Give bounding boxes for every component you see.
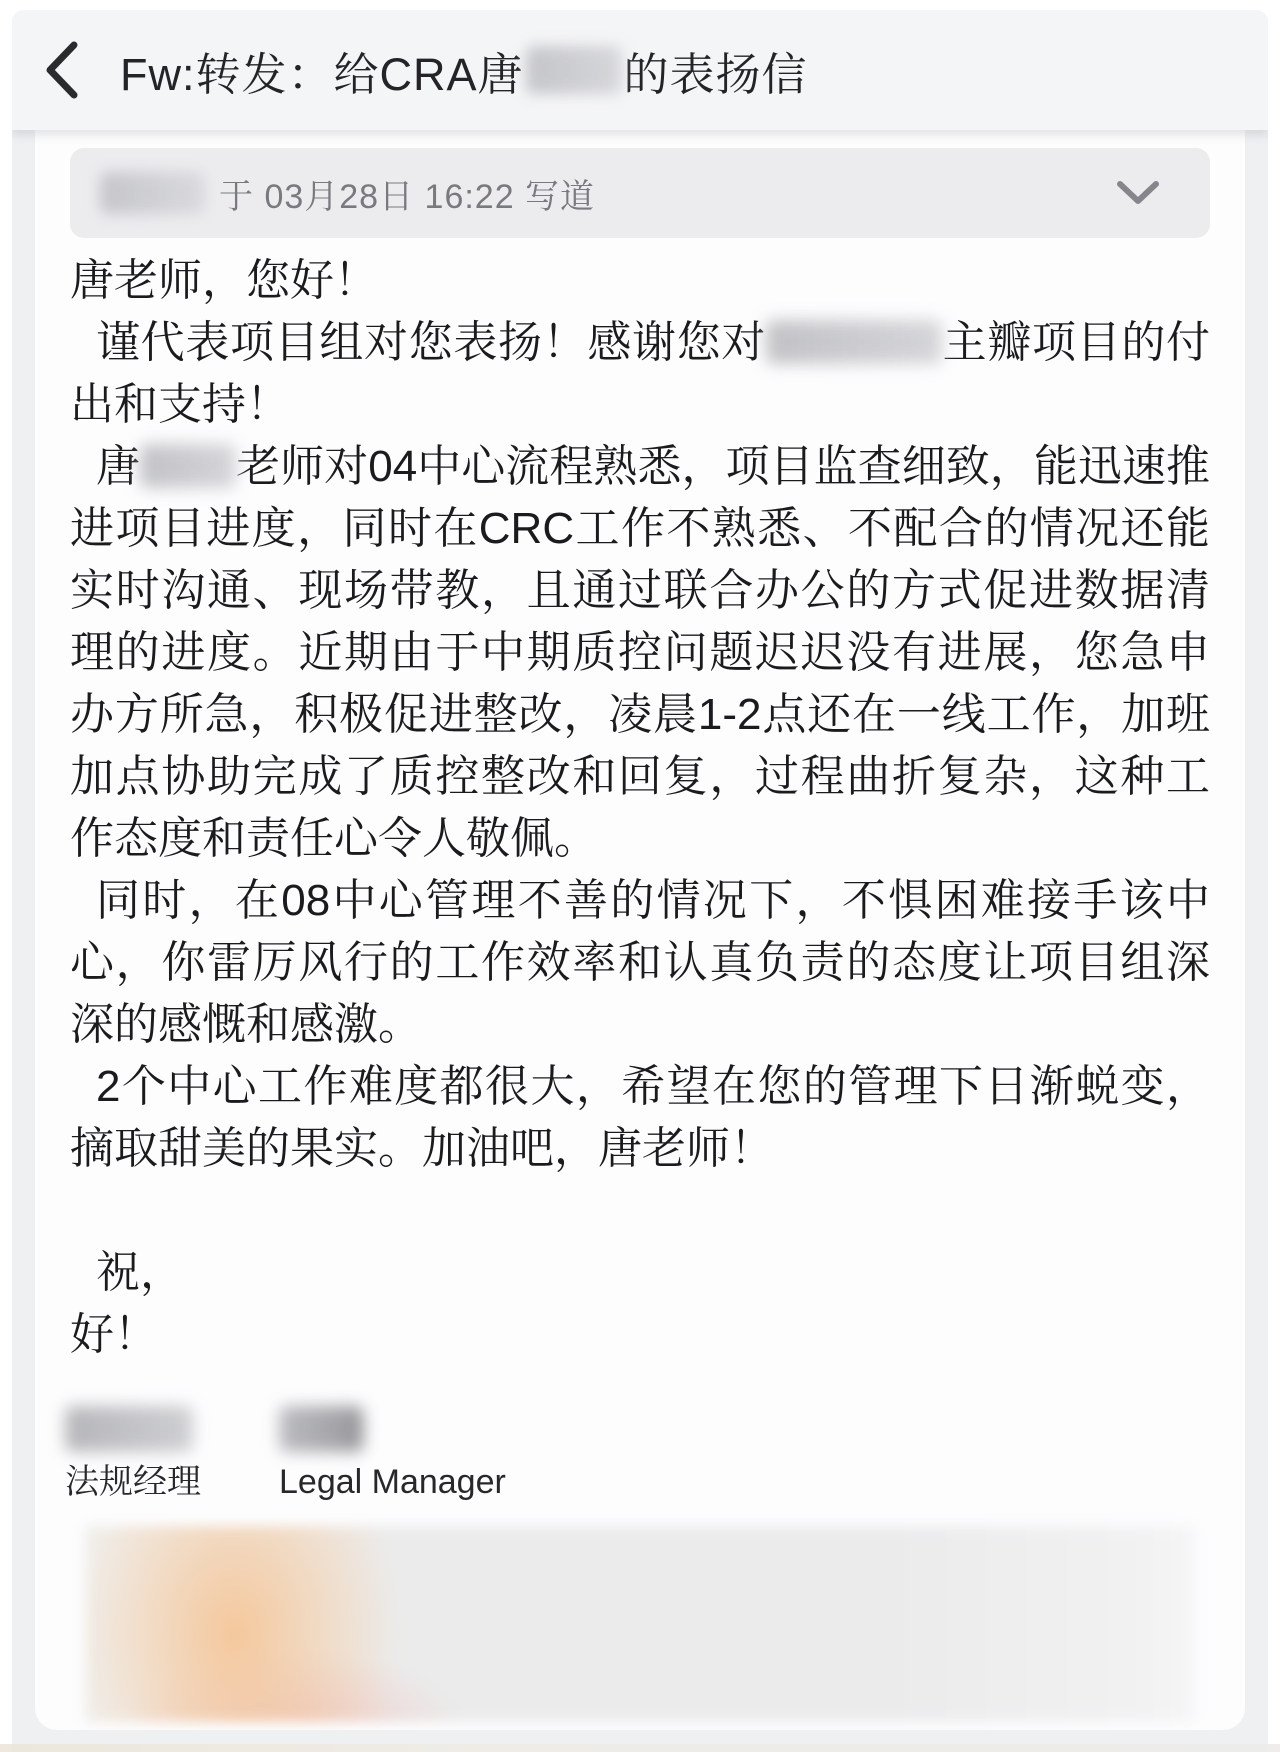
signature-cn-column: [65, 1406, 201, 1504]
redacted-project-blur: [766, 320, 942, 364]
redacted-signer-name-en-blur: [279, 1406, 363, 1452]
blank-line: [70, 1180, 1210, 1242]
redacted-signer-name-cn-blur: [65, 1406, 193, 1452]
email-subject-title: [120, 38, 808, 103]
p2-text-a: 谨代表项目组对您表扬！感谢您对: [96, 318, 766, 367]
redacted-name-blur: [526, 46, 622, 94]
quoted-sender-bar[interactable]: [70, 148, 1210, 238]
p3-text-a: 唐: [96, 442, 141, 491]
mail-header-bar: [12, 10, 1268, 130]
screenshot-bottom-edge: [0, 1744, 1280, 1752]
sent-datetime-text: 于 03月28日 16:22 写道: [219, 177, 596, 216]
letter-paragraph-2: [70, 312, 1210, 436]
signature-banner-image-blurred: [85, 1526, 1195, 1722]
redacted-name-blur: [140, 444, 236, 488]
redacted-sender-blur: [100, 172, 205, 214]
letter-paragraph-4: 同时，在08中心管理不善的情况下，不惧困难接手该中心，你雷厉风行的工作效率和认真负责的态度让项目组深深的感慨和感激。: [70, 876, 1210, 1049]
letter-body: [35, 238, 1245, 1366]
chevron-left-icon: [42, 39, 80, 101]
letter-closing-wish: 祝，: [96, 1248, 184, 1297]
letter-greeting: 唐老师，您好！: [70, 256, 378, 305]
letter-closing-good: 好！: [70, 1310, 158, 1359]
signature-block: [65, 1406, 1245, 1504]
p2-text-b: 主瓣项目的付出和支持！: [70, 318, 1210, 429]
subject-prefix: Fw:转发：给CRA唐: [120, 48, 524, 100]
mail-app-frame: [12, 10, 1268, 1752]
p3-text-b: 老师对04中心流程熟悉，项目监查细致，能迅速推进项目进度，同时在CRC工作不熟悉、不配合的情况还能实时沟通、现场带教，且通过联合办公的方式促进数据清理的进度。近期由于中期质控问题迟迟没有进展，您急申办方所急，积极促进整改，凌晨1-2点还在一线工作，加班加点协助完成了质控整改和回复，过程曲折复杂，这种工作态度和责任心令人敬佩。: [70, 442, 1210, 863]
chevron-down-icon[interactable]: [1116, 180, 1160, 206]
signer-title-en: Legal Manager: [279, 1463, 506, 1501]
subject-suffix: 的表扬信: [623, 48, 808, 100]
letter-paragraph-3: [70, 436, 1210, 870]
letter-paragraph-5: 2个中心工作难度都很大，希望在您的管理下日渐蜕变，摘取甜美的果实。加油吧，唐老师！: [70, 1062, 1210, 1173]
signature-en-column: [279, 1406, 506, 1504]
email-content-card: [35, 130, 1245, 1730]
back-button[interactable]: [42, 35, 102, 105]
signer-title-cn: 法规经理: [65, 1463, 201, 1501]
